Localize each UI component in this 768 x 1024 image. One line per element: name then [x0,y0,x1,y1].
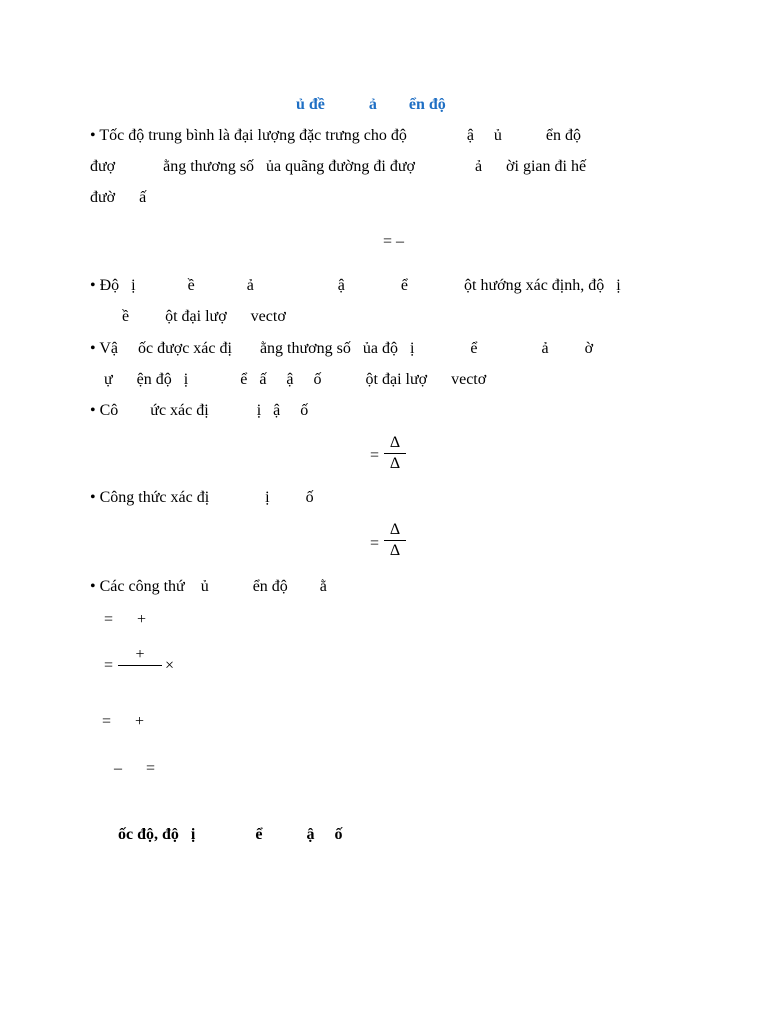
text-line: • Vậ ốc được xác đị ằng thương số ủa độ ị ể ả ờ [90,340,594,357]
fraction-numerator: Δ [389,521,401,538]
formula-line: – = [114,760,156,777]
text-line: • Các công thứ ủ ển độ ằ [90,578,327,595]
formula-line: = + [102,713,145,730]
fraction-lhs: = [370,447,380,464]
fraction-bar [118,665,162,666]
text-line: • Cô ức xác đị ị ậ ố [90,402,309,419]
document-heading: ủ đề ả ển độ [296,96,446,113]
fraction-lhs: = [370,535,380,552]
fraction-acceleration [384,521,406,560]
formula-line: = + [104,611,147,628]
fraction-rhs: × [165,657,175,674]
fraction-position [118,646,162,667]
fraction-denominator: Δ [389,455,401,472]
text-line: ự ện độ ị ể ấ ậ ố ột đại lượ vectơ [104,371,487,388]
fraction-bar [384,540,406,541]
text-line: đườ ấ [90,189,147,206]
fraction-numerator: + [135,646,145,663]
formula-speed: = – [383,233,405,250]
fraction-denominator: Δ [389,542,401,559]
text-line: • Độ ị ề ả ậ ể ột hướng xác định, độ ị [90,277,621,294]
fraction-numerator: Δ [389,434,401,451]
fraction-bar [384,453,406,454]
text-line: • Công thức xác đị ị ố [90,489,314,506]
text-line: ề ột đại lượ vectơ [122,308,286,325]
text-line: • Tốc độ trung bình là đại lượng đặc trưng cho độ ậ ủ ển độ [90,127,582,144]
text-line: đượ ằng thương số ủa quãng đường đi đượ ả ời gian đi hế [90,158,587,175]
section-footer: ốc độ, độ ị ể ậ ố [118,826,343,843]
fraction-velocity [384,434,406,473]
fraction-lhs: = [104,657,114,674]
